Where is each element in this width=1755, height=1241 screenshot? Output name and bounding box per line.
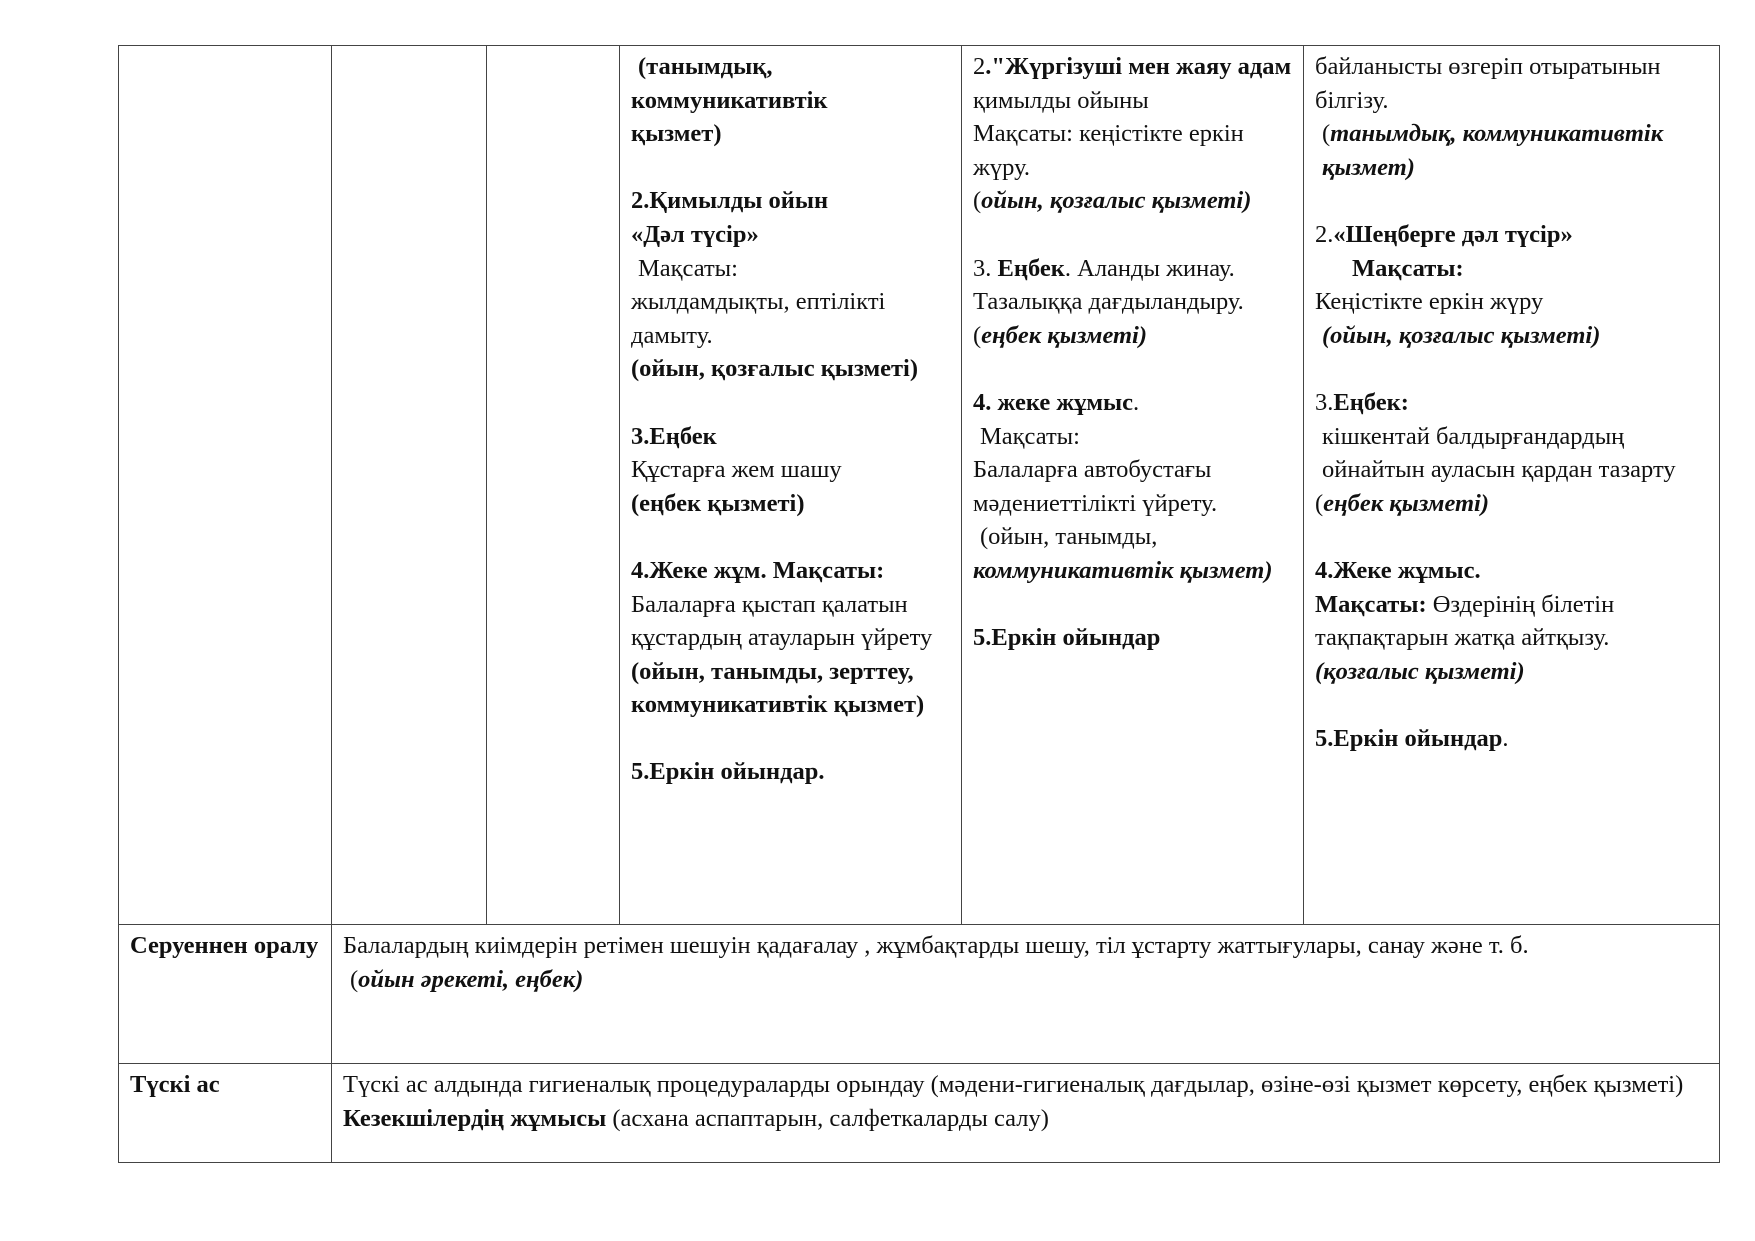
row-label: Серуеннен оралу bbox=[130, 932, 319, 959]
activity-type: ойын, қозғалыс қызметі) bbox=[981, 187, 1252, 215]
empty-cell-1 bbox=[119, 46, 332, 925]
free-games: 5.Еркін ойындар bbox=[1315, 724, 1503, 752]
activity-type: еңбек қызметі) bbox=[1323, 489, 1490, 517]
goal-label: Мақсаты: bbox=[980, 422, 1080, 450]
game-number: 2 bbox=[973, 53, 986, 80]
work-text: Құстарға жем шашу bbox=[631, 456, 842, 484]
lunch-label-cell bbox=[119, 1064, 332, 1163]
activity-type: қызмет) bbox=[631, 120, 722, 148]
activity-type: (ойын, қозғалыс қызметі) bbox=[631, 355, 919, 383]
goal-label: Мақсаты: bbox=[1315, 590, 1427, 618]
work-number: 3. bbox=[973, 254, 998, 282]
work-text: . Аланды жинау. Тазалыққа дағдыландыру. bbox=[973, 254, 1244, 316]
walk-row bbox=[119, 46, 1720, 925]
activity-type: коммуникативтік bbox=[631, 86, 828, 114]
game-number: 2. bbox=[1315, 220, 1334, 248]
individual-work-text: Өздерінің білетін тақпақтарын жатқа айтқызу. bbox=[1315, 590, 1615, 652]
goal-text: Мақсаты: кеңістікте еркін жүру. bbox=[973, 120, 1244, 181]
return-text: Балалардың киімдерін ретімен шешуін қадағалау , жұмбақтарды шешу, тіл ұстарту жаттығулары, санау және т. б. bbox=[343, 932, 1529, 959]
paren: ( bbox=[973, 321, 982, 349]
paren: ( bbox=[973, 187, 982, 215]
work-text: кішкентай балдырғандардың ойнайтын ауласын қардан тазарту bbox=[1322, 422, 1676, 484]
game-title: ."Жүргізуші мен жаяу адам bbox=[985, 53, 1292, 80]
activity-type: (қозғалыс қызметі) bbox=[1315, 657, 1525, 685]
goal-text: байланысты өзгеріп отыратынын білгізу. bbox=[1315, 53, 1661, 114]
paren: ( bbox=[1315, 489, 1324, 517]
goal-text: Кеңістікте еркін жүру bbox=[1315, 288, 1544, 316]
individual-work-title: 4.Жеке жұм. Мақсаты: bbox=[631, 556, 885, 584]
goal-label: Мақсаты: bbox=[1352, 254, 1464, 282]
game-kind: қимылды ойыны bbox=[973, 86, 1149, 114]
lunch-text: Түскі ас алдында гигиеналық процедураларды орындау (мәдени-гигиеналық дағдылар, өзіне-өзі қызмет көрсету, еңбек қызметі) bbox=[343, 1071, 1684, 1098]
individual-work-title: 4. жеке жұмыс bbox=[973, 388, 1134, 416]
free-games: 5.Еркін ойындар. bbox=[631, 758, 825, 786]
work-number: 3. bbox=[1315, 388, 1334, 416]
goal-text: жылдамдықты, ептілікті дамыту. bbox=[631, 288, 886, 349]
walk-cell-col6 bbox=[1304, 46, 1720, 925]
activity-type: (танымдық, bbox=[638, 53, 773, 80]
return-row bbox=[119, 925, 1720, 1064]
activity-type: ойын әрекеті, еңбек) bbox=[358, 965, 584, 993]
empty-cell-3 bbox=[487, 46, 620, 925]
row-label: Түскі ас bbox=[130, 1071, 220, 1098]
free-games: 5.Еркін ойындар bbox=[973, 624, 1161, 652]
dot: . bbox=[1133, 388, 1140, 416]
walk-cell-col5 bbox=[962, 46, 1304, 925]
work-title: Еңбек: bbox=[1333, 388, 1409, 416]
duty-label: Кезекшілердің жұмысы bbox=[343, 1104, 607, 1132]
individual-work-title: 4.Жеке жұмыс. bbox=[1315, 556, 1481, 584]
work-title: Еңбек bbox=[997, 254, 1065, 282]
plan-table bbox=[118, 45, 1720, 1163]
activity-type: (ойын, танымды, bbox=[980, 523, 1158, 551]
game-name: «Дәл түсір» bbox=[631, 220, 759, 248]
game-title: 2.Қимылды ойын bbox=[631, 187, 829, 215]
activity-type: коммуникативтік қызмет) bbox=[973, 556, 1273, 584]
activity-type: танымдық, коммуникативтік қызмет) bbox=[1322, 120, 1664, 181]
paren: ( bbox=[350, 965, 359, 993]
lunch-content-cell bbox=[332, 1064, 1720, 1163]
individual-work-text: Балаларға қыстап қалатын құстардың атауларын үйрету bbox=[631, 590, 933, 652]
activity-type: (ойын, қозғалыс қызметі) bbox=[1322, 321, 1601, 349]
work-title: 3.Еңбек bbox=[631, 422, 717, 450]
activity-type: еңбек қызметі) bbox=[981, 321, 1148, 349]
goal-label: Мақсаты: bbox=[638, 254, 738, 282]
empty-cell-2 bbox=[332, 46, 487, 925]
activity-type: (еңбек қызметі) bbox=[631, 489, 805, 517]
individual-work-text: Балаларға автобустағы мәдениеттілікті үйрету. bbox=[973, 456, 1218, 517]
return-label-cell bbox=[119, 925, 332, 1064]
game-title: «Шеңберге дәл түсір» bbox=[1333, 220, 1573, 248]
lunch-row bbox=[119, 1064, 1720, 1163]
paren: ( bbox=[1322, 120, 1331, 148]
walk-cell-col4 bbox=[620, 46, 962, 925]
dot: . bbox=[1502, 724, 1509, 752]
duty-text: (асхана аспаптарын, салфеткаларды салу) bbox=[606, 1104, 1049, 1132]
activity-type: (ойын, танымды, зерттеу, коммуникативтік қызмет) bbox=[631, 657, 925, 719]
return-content-cell bbox=[332, 925, 1720, 1064]
